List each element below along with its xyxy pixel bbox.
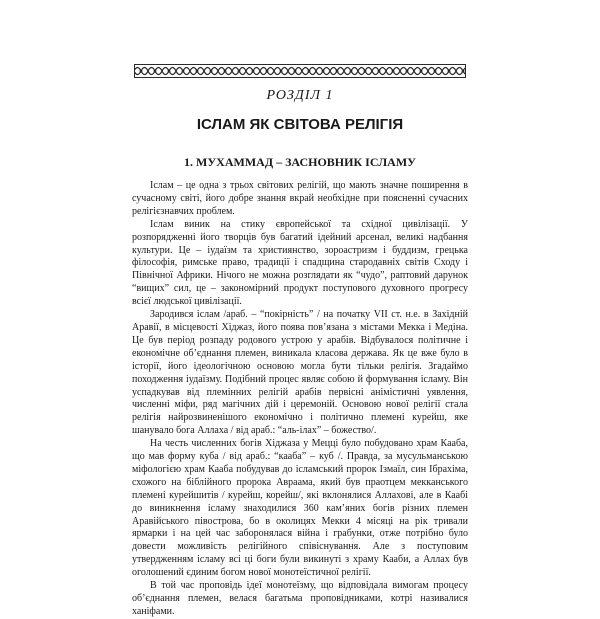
body-text <box>132 180 468 617</box>
paragraph: В той час проповідь ідеї монотеїзму, що відповідала вимогам процесу об’єднання племен, велася багатьма проповідниками, котрі називалися ханіфами. <box>132 580 468 617</box>
paragraph: Зародився іслам /араб. – “покірність” / на початку VII ст. н.е. в Західній Аравії, в місцевості Хіджаз, його поява пов’язана з містами Мекка і Медіна. Це був період розпаду родового устрою у арабів. Відбувалося політичне і економічне об’єднання племен, виникала класова держава. Як це вже було в історії, його ідеологічною основою могла бути тільки релігія. Згадаймо походження іудаїзму. Подібний процес являє собою й формування ісламу. Він успадкував від племінних релігій арабів первісні анімістичні уявлення, численні міфи, ряд магічних дій і церемоній. Основою нової релігії стала релігія найрозвиненішого економічно і політично племені курейш, яке шанувало бога Аллаха / від араб.: “аль-ілах” – божество/. <box>132 309 468 437</box>
chapter-label: РОЗДІЛ 1 <box>266 88 334 103</box>
paragraph: На честь численних богів Хіджаза у Мецці було побудовано храм Кааба, що мав форму куба / від араб.: “кааба” – куб /. Правда, за мусульманською міфологією храм Кааба побудував до ісламський пророк Ізмаїл, син Ібрахіма, схожого на біблійного пророка Авраама, який був праотцем мекканського племені курейшитів / курейш, корейш/, які вклонялися Аллахові, але в Каабі до виникнення ісламу знаходилися 360 кам’яних богів різних племен Аравійського півострова, бо в околицях Мекки 4 місяці на рік тривали ярмарки і на цей час заборонялася війна і грабунки, отже потрібно було довести можливість релігійного співіснування. Але з поступовим утвердженням ісламу всі ці боги були викинуті з храму Кааби, а Аллах був оголошений єдиним богом нової монотеїстичної релігії. <box>132 438 468 579</box>
page-title: ІСЛАМ ЯК СВІТОВА РЕЛІГІЯ <box>196 116 404 133</box>
paragraph: Іслам виник на стику європейської та східної цивілізації. У розпорядженні його творців був багатий ідейний арсенал, великі надбання культури. Це – іудаїзм та християнство, зороастризм і буддизм, грецька філософія, римське право, традиції і спадщина стародавніх світів Сходу і Північної Африки. Нічого не можна розглядати як “чудо”, раптовий дарунок “вищих” сил, це – закономірний продукт поступового духовного прогресу всієї людської цивілізації. <box>132 218 468 308</box>
section-heading: 1. МУХАММАД – ЗАСНОВНИК ІСЛАМУ <box>184 155 416 169</box>
paragraph: Іслам – це одна з трьох світових релігій, що мають значне поширення в сучасному світі, його добре знання вкрай необхідне при поясненні сучасних релігієзнавчих проблем. <box>132 180 468 217</box>
decorative-ornament-border <box>134 64 466 78</box>
